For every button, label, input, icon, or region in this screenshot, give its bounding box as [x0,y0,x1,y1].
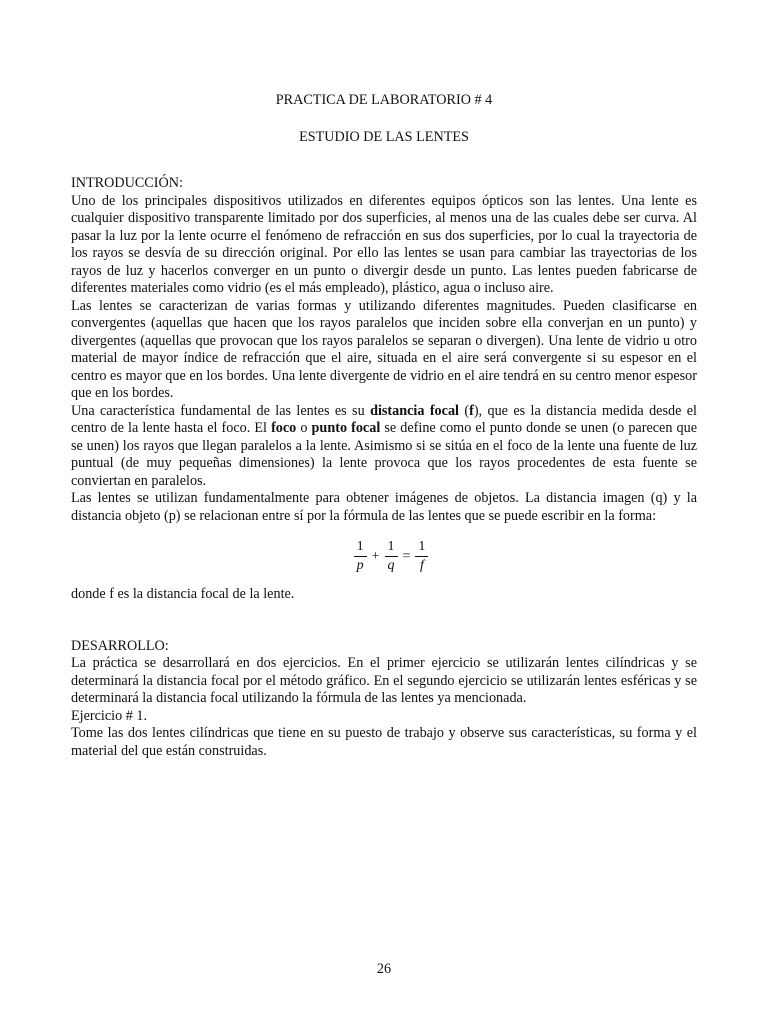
document-subtitle: ESTUDIO DE LAS LENTES [299,128,469,145]
fraction-1-over-p [354,539,367,574]
denominator: q [387,558,395,573]
term-f: f [469,402,474,419]
desarrollo-paragraph: La práctica se desarrollará en dos ejercicios. En el primer ejercicio se utilizarán lentes cilíndricas y se determinará la distancia focal por el método gráfico. En el segundo ejercicio se utilizarán lentes esféricas y se determinará la distancia focal utilizando la fórmula de las lentes ya mencionada. [71,655,697,706]
formula-note: donde f es la distancia focal de la lente. [71,586,295,602]
intro-paragraph-2: Las lentes se caracterizan de varias formas y utilizando diferentes magnitudes. Pueden clasificarse en convergentes (aquellas que hacen que los rayos paralelos que inciden sobre ella converjan en un punto) y divergentes (aquellas que provocan que los rayos paralelos se separan o divergen). Una lente de vidrio u otro material de mayor índice de refracción que el aire, situada en el aire será convergente si su espesor en el centro es mayor que en los bordes. Una lente divergente de vidrio en el aire tendrá en su centro menor espesor que en los bordes. [71,297,697,401]
paragraph-text: ), que es la distancia medida desde el centro de la lente hasta el foco. El [71,402,697,436]
intro-paragraph-4: Las lentes se utilizan fundamentalmente para obtener imágenes de objetos. La distancia imagen (q) y la distancia objeto (p) se relacionan entre sí por la fórmula de las lentes que se puede escribir en la forma: [71,490,697,524]
paragraph-text: se define como el punto donde se unen (o parecen que se unen) los rayos que llegan paralelos a la lente. Asimismo si se sitúa en el foco de la lente una fuente de luz puntual (de muy pequeñas dimensiones) la lente provoca que los rayos procedentes de esta fuente se conviertan en paralelos. [71,420,698,489]
exercise-paragraph: Tome las dos lentes cilíndricas que tiene en su puesto de trabajo y observe sus características, su forma y el material del que están construidas. [71,725,697,759]
fraction-1-over-q [385,539,398,574]
paragraph-text: o [296,420,312,436]
term-focal-point: punto focal [311,420,381,436]
term-focal-distance: distancia focal [370,402,459,419]
denominator: p [356,558,364,573]
intro-paragraph-3 [71,403,697,491]
paragraph-text: ( [458,402,470,419]
fraction-1-over-f [415,539,428,574]
numerator: 1 [385,539,398,557]
denominator: f [419,558,424,573]
formula-expression [351,539,432,574]
desarrollo-heading: DESARROLLO: [71,637,169,654]
lens-formula [71,539,697,574]
numerator: 1 [415,539,428,557]
intro-paragraph-1: Uno de los principales dispositivos utilizados en diferentes equipos ópticos son las lentes. Una lente es cualquier dispositivo transparente limitado por dos superficies, al menos una de las cuales debe ser curva. Al pasar la luz por la lente ocurre el fenómeno de refracción en sus dos superficies, por lo cual la trayectoria de los rayos se desvía de su dirección original. Por ello las lentes se usan para cambiar las trayectorias de los rayos de luz y hacerlos converger en un punto o divergir desde un punto. Las lentes pueden fabricarse de diferentes materiales como vidrio (es el más empleado), plástico, agua o incluso aire. [71,192,697,296]
equals-sign: = [402,548,411,564]
term-focus: foco [271,420,297,436]
paragraph-text: Una característica fundamental de las lentes es su [71,402,371,419]
document-title: PRACTICA DE LABORATORIO # 4 [275,92,493,108]
plus-sign: + [371,548,380,564]
exercise-heading: Ejercicio # 1. [71,707,148,724]
introduction-heading: INTRODUCCIÓN: [71,175,183,191]
document-page [71,88,697,760]
numerator: 1 [354,539,367,557]
page-number: 26 [376,961,392,977]
